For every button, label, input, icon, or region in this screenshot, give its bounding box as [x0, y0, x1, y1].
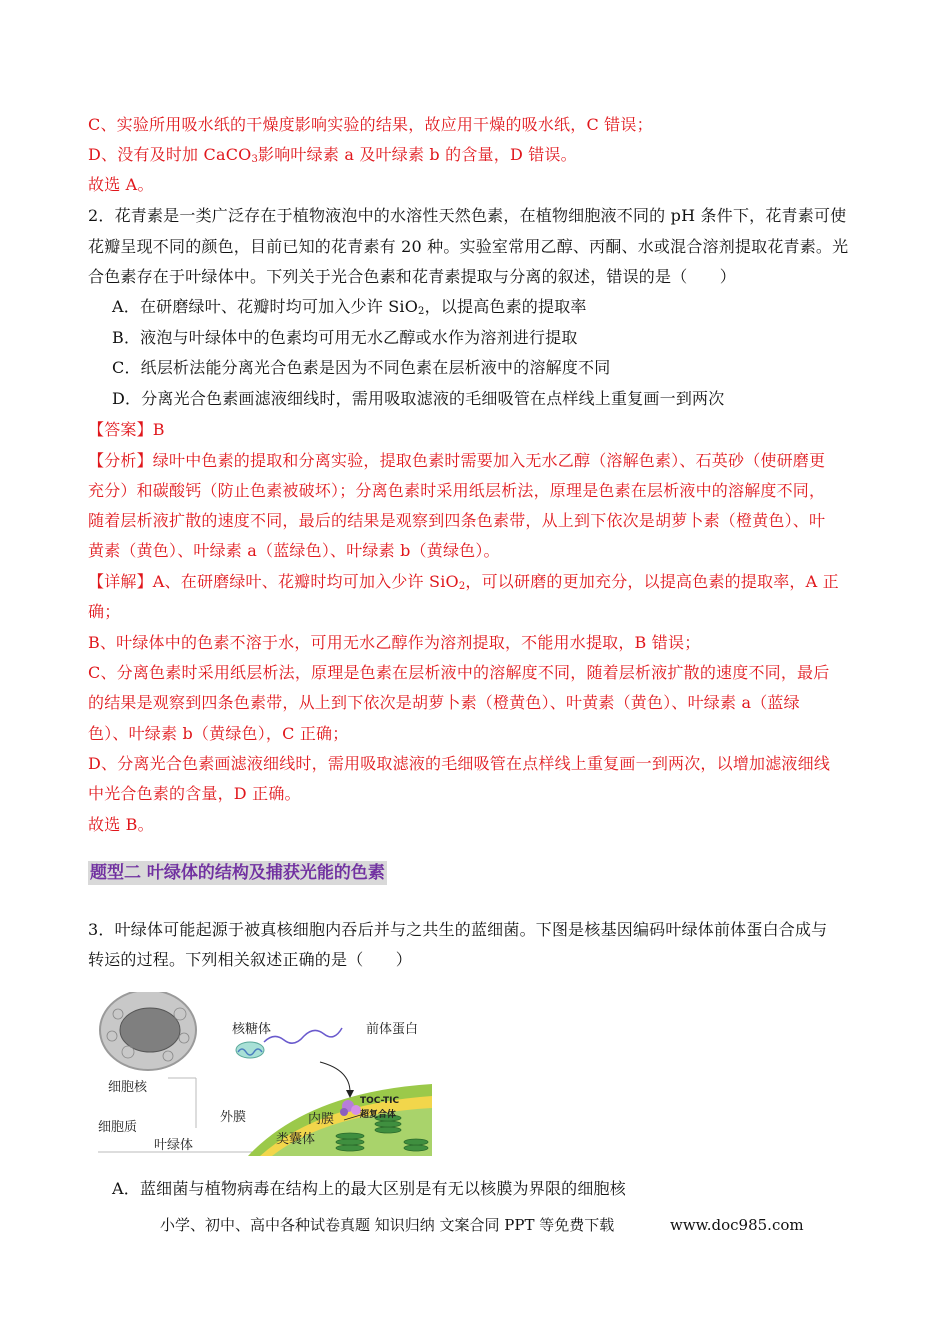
- detail-line: C、分离色素时采用纸层析法，原理是色素在层析液中的溶解度不同，随着层析液扩散的速度不同，最后: [88, 663, 830, 682]
- conclusion-line: 故选 B。: [88, 815, 154, 834]
- text-fragment: ，以提高色素的提取率: [424, 297, 587, 316]
- detail-line: 中光合色素的含量，D 正确。: [88, 784, 301, 803]
- chloroplast-label: 叶绿体: [154, 1138, 194, 1153]
- detail-line: 色）、叶绿素 b（黄绿色），C 正确；: [88, 724, 349, 743]
- text-fragment: 【详解】A、在研磨绿叶、花瓣时均可加入少许 SiO: [88, 572, 459, 591]
- text-fragment: D、没有及时加 CaCO: [88, 145, 252, 164]
- detail-line: 确；: [88, 602, 121, 621]
- text-fragment: A．在研磨绿叶、花瓣时均可加入少许 SiO: [112, 297, 419, 316]
- subscript: 2: [458, 581, 466, 592]
- conclusion-line: 故选 A。: [88, 175, 154, 194]
- detail-line: 的结果是观察到四条色素带，从上到下依次是胡萝卜素（橙黄色）、叶黄素（黄色）、叶绿素 a（蓝绿: [88, 693, 800, 712]
- figure-illustration: [98, 992, 432, 1156]
- analysis-line: 黄素（黄色）、叶绿素 a（蓝绿色）、叶绿素 b（黄绿色）。: [88, 541, 500, 560]
- answer-line: 【答案】B: [88, 420, 165, 439]
- footer-text: 小学、初中、高中各种试卷真题 知识归纳 文案合同 PPT 等免费下载: [160, 1216, 615, 1234]
- ribosome-label: 核糖体: [232, 1022, 272, 1037]
- nucleolus-shape: [120, 1008, 180, 1052]
- option-d: D．分离光合色素画滤液细线时，需用吸取滤液的毛细吸管在点样线上重复画一到两次: [112, 389, 725, 408]
- explanation-line-d: [88, 145, 868, 165]
- thylakoid-label: 类囊体: [276, 1132, 316, 1147]
- text-fragment: ，可以研磨的更加充分，以提高色素的提取率，A 正: [465, 572, 839, 591]
- outer-membrane-label: 外膜: [220, 1110, 247, 1125]
- option-a: A．蓝细菌与植物病毒在结构上的最大区别是有无以核膜为界限的细胞核: [112, 1179, 626, 1198]
- detail-line: B、叶绿体中的色素不溶于水，可用无水乙醇作为溶剂提取，不能用水提取，B 错误；: [88, 633, 701, 652]
- detail-line: [88, 572, 868, 592]
- precursor-protein-label: 前体蛋白: [366, 1022, 419, 1037]
- question-2-stem: 合色素存在于叶绿体中。下列关于光合色素和花青素提取与分离的叙述，错误的是（ ）: [88, 267, 737, 286]
- page-footer: [160, 1215, 860, 1235]
- footer-url[interactable]: www.doc985.com: [670, 1216, 804, 1234]
- subscript: 2: [418, 306, 425, 317]
- analysis-line: 充分）和碳酸钙（防止色素被破坏）；分离色素时采用纸层析法，原理是色素在层析液中的溶解度不同，: [88, 481, 826, 500]
- inner-membrane-label: 内膜: [308, 1112, 335, 1127]
- section-heading: 题型二 叶绿体的结构及捕获光能的色素: [90, 863, 385, 883]
- explanation-line-c: C、实验所用吸水纸的干燥度影响实验的结果，故应用干燥的吸水纸，C 错误；: [88, 115, 653, 134]
- supercomplex-label: 超复合体: [360, 1110, 397, 1120]
- option-a: [112, 297, 892, 317]
- text-fragment: 影响叶绿素 a 及叶绿素 b 的含量，D 错误。: [258, 145, 577, 164]
- subscript: 3: [251, 154, 259, 165]
- detail-line: D、分离光合色素画滤液细线时，需用吸取滤液的毛细吸管在点样线上重复画一到两次，以增加滤液细线: [88, 754, 831, 773]
- analysis-line: 【分析】绿叶中色素的提取和分离实验，提取色素时需要加入无水乙醇（溶解色素）、石英砂（使研磨更: [88, 451, 826, 470]
- question-3-stem: 转运的过程。下列相关叙述正确的是（ ）: [88, 950, 413, 969]
- question-2-stem: 花瓣呈现不同的颜色，目前已知的花青素有 20 种。实验室常用乙醇、丙酮、水或混合溶剂提取花青素。光: [88, 237, 849, 256]
- cytoplasm-label: 细胞质: [98, 1120, 138, 1135]
- option-b: B．液泡与叶绿体中的色素均可用无水乙醇或水作为溶剂进行提取: [112, 328, 578, 347]
- toc-tic-label: TOC-TIC: [360, 1096, 400, 1106]
- question-2-stem: 2．花青素是一类广泛存在于植物液泡中的水溶性天然色素，在植物细胞液不同的 pH 条件下，花青素可使: [88, 206, 847, 225]
- nucleus-label: 细胞核: [108, 1080, 148, 1095]
- question-3-stem: 3．叶绿体可能起源于被真核细胞内吞后并与之共生的蓝细菌。下图是核基因编码叶绿体前体蛋白合成与: [88, 920, 828, 939]
- option-c: C．纸层析法能分离光合色素是因为不同色素在层析液中的溶解度不同: [112, 358, 611, 377]
- chloroplast-protein-transport-figure: [98, 992, 432, 1156]
- analysis-line: 随着层析液扩散的速度不同，最后的结果是观察到四条色素带，从上到下依次是胡萝卜素（橙黄色）、叶: [88, 511, 826, 530]
